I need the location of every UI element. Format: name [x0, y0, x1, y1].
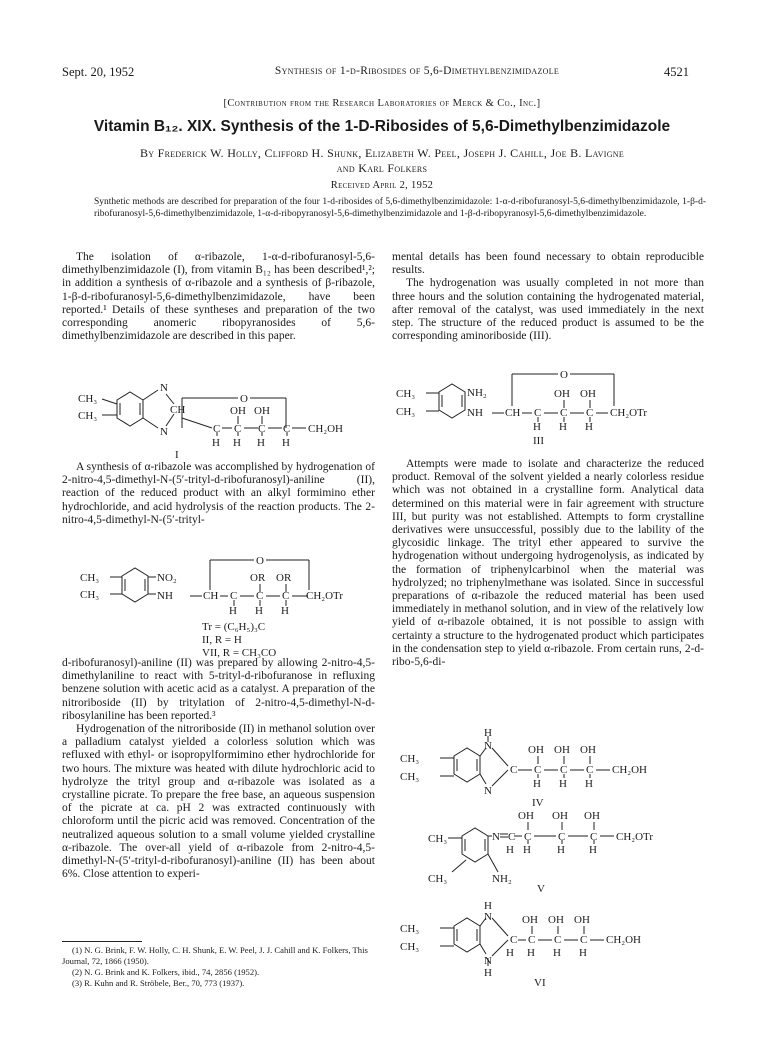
struct-III-h1: H — [533, 421, 541, 433]
struct-VI-c0: C — [510, 934, 518, 946]
struct-III-ch: CH — [505, 407, 521, 419]
struct-VI-ch2oh: CH₂OH — [606, 934, 642, 946]
struct-V-c2: C — [558, 831, 566, 843]
struct-VI-h0: H — [506, 947, 514, 959]
struct-I-n-bottom: N — [160, 426, 168, 438]
struct-II-h2: H — [255, 605, 263, 617]
struct-I-h2: H — [233, 437, 241, 449]
right-paragraph-1: mental details has been found necessary to obtain reproducible results. — [392, 251, 704, 277]
struct-III-ch3-b: CH₃ — [396, 406, 416, 418]
struct-I-oh-a: OH — [230, 405, 246, 417]
struct-III-ch3-a: CH₃ — [396, 388, 416, 400]
struct-IV-h-top: H — [484, 728, 492, 739]
struct-V-oh-c: OH — [584, 810, 600, 822]
struct-IV-c0: C — [510, 764, 518, 776]
struct-V-c0: C — [508, 831, 516, 843]
structure-III — [392, 368, 704, 448]
running-title: Synthesis of 1-d-Ribosides of 5,6-Dimethylbenzimidazole — [274, 65, 560, 77]
struct-I-o: O — [240, 393, 248, 405]
struct-III-oh-a: OH — [554, 388, 570, 400]
struct-I-ch2oh: CH₂OH — [308, 423, 344, 435]
struct-I-label: I — [175, 449, 179, 458]
struct-IV-h3: H — [585, 778, 593, 790]
authors — [60, 146, 704, 176]
struct-I-oh-b: OH — [254, 405, 270, 417]
struct-II-c1: C — [230, 590, 238, 602]
struct-III-nh2: NH₂ — [467, 387, 487, 399]
struct-IV-h1: H — [533, 778, 541, 790]
struct-I-ch: CH — [170, 404, 186, 416]
struct-II-nh: NH — [157, 590, 173, 602]
struct-V-c3: C — [590, 831, 598, 843]
header-date: Sept. 20, 1952 — [62, 65, 135, 79]
structure-VI — [392, 900, 704, 990]
struct-II-o: O — [256, 555, 264, 567]
received-date: Received April 2, 1952 — [330, 180, 434, 191]
struct-III-h3: H — [585, 421, 593, 433]
page-number: 4521 — [664, 65, 689, 79]
struct-IV-oh-c: OH — [580, 744, 596, 756]
left-paragraph-1: The isolation of α-ribazole, 1-α-d-ribofuranosyl-5,6-dimethylbenzimidazole (I), from vitamin B₁₂ has been described¹,²; in addition a synthesis of α-ribazole and a synthesis of β-ribazole, 1-β-d-ribofuranosyl-5,6-dimethylbenzimidazole, have been reported.¹ Details of these syntheses and preparation of the two corresponding anomeric ribopyranosides of 5,6-dimethylbenzimidazole are described in this paper. — [62, 251, 375, 343]
struct-IV-ch3-a: CH₃ — [400, 753, 420, 765]
struct-V-label: V — [537, 883, 545, 895]
struct-VI-n-top: N — [484, 911, 492, 923]
struct-II-ch: CH — [203, 590, 219, 602]
struct-I-c2: C — [234, 423, 242, 435]
structure-V — [392, 810, 704, 898]
right-column-top — [392, 251, 704, 343]
struct-II-or-a: OR — [250, 572, 266, 584]
authors-line-1: By Frederick W. Holly, Clifford H. Shunk, Elizabeth W. Peel, Joseph J. Cahill, Joe B. Lavigne — [139, 146, 625, 160]
struct-VI-oh-a: OH — [522, 914, 538, 926]
struct-VI-c1: C — [528, 934, 536, 946]
struct-V-oh-b: OH — [552, 810, 568, 822]
struct-I-n-top: N — [160, 382, 168, 394]
struct-IV-c1: C — [534, 764, 542, 776]
struct-VI-c3: C — [580, 934, 588, 946]
struct-I-h4: H — [282, 437, 290, 449]
struct-V-h0: H — [506, 844, 514, 856]
struct-IV-ch3-b: CH₃ — [400, 771, 420, 783]
struct-IV-c2: C — [560, 764, 568, 776]
struct-II-c2: C — [256, 590, 264, 602]
struct-IV-c3: C — [586, 764, 594, 776]
footnote-rule — [62, 941, 142, 942]
abstract: Synthetic methods are described for preparation of the four 1-d-ribosides of 5,6-dimethylbenzimidazole: 1-α-d-ribofuranosyl-5,6-dimethylbenzimidazole, 1-β-d-ribofuranosyl-5,6-dimethylbenzimidazole, 1-α-d-ribopyranosyl-5,6-dimethylbenzimidazole and 1-β-d-ribopyranosyl-5,6-dimethylbenzimidazole. — [94, 197, 706, 219]
struct-IV-oh-a: OH — [528, 744, 544, 756]
footnote-2: (2) N. G. Brink and K. Folkers, ibid., 74, 2856 (1952). — [72, 967, 260, 977]
struct-IV-ch2oh: CH₂OH — [612, 764, 648, 776]
struct-III-nh: NH — [467, 407, 483, 419]
left-column-bottom — [62, 657, 375, 881]
struct-III-o: O — [560, 369, 568, 381]
struct-IV-n-top: N — [484, 740, 492, 752]
structure-II — [62, 550, 372, 660]
struct-VI-c2: C — [554, 934, 562, 946]
article-title: Vitamin B₁₂. XIX. Synthesis of the 1-D-Ribosides of 5,6-Dimethylbenzimidazole — [93, 118, 671, 135]
struct-VI-oh-b: OH — [548, 914, 564, 926]
struct-IV-h2: H — [559, 778, 567, 790]
struct-V-ch2otr: CH₂OTr — [616, 831, 654, 843]
struct-II-legend-2: II, R = H — [202, 634, 242, 646]
struct-III-label: III — [533, 435, 544, 447]
right-paragraph-3: Attempts were made to isolate and characterize the reduced product. Removal of the solvent yielded a nearly colorless residue which was not obtained in a crystalline form. Analytical data determined on this material were in fair agreement with structure III, but purity was not established. Attempts to form crystalline derivatives were unsuccessful, possibly due to the lability of the glycosidic linkage. The trityl ether appeared to survive the hydrogenation without undergoing hydrogenolysis, as indicated by the formation of triphenylcarbinol when the material was hydrolyzed; no triphenylmethane was isolated. Since in successful preparations of α-ribazole the reduced material has been used immediately in methanol solution, and in view of the relatively low yield of α-ribazole obtained, it is not possible to assign with certainty a structure to the hydrogenated product which participates in the condensation step to yield α-ribazole. From certain runs, 2-d-ribo-5,6-di- — [392, 458, 704, 669]
struct-I-ch3-a: CH₃ — [78, 393, 98, 405]
struct-II-no2: NO₂ — [157, 572, 177, 584]
struct-V-c1: C — [524, 831, 532, 843]
struct-VI-label: VI — [534, 977, 546, 989]
structure-IV — [392, 728, 704, 810]
struct-II-c3: C — [282, 590, 290, 602]
structure-I — [62, 378, 372, 458]
struct-V-oh-a: OH — [518, 810, 534, 822]
struct-V-n: N — [492, 831, 500, 843]
struct-III-c3: C — [586, 407, 594, 419]
footnotes — [62, 945, 375, 989]
struct-II-ch3-a: CH₃ — [80, 572, 100, 584]
struct-IV-oh-b: OH — [554, 744, 570, 756]
struct-V-h1: H — [523, 844, 531, 856]
struct-VI-h3: H — [579, 947, 587, 959]
right-column-mid — [392, 458, 704, 669]
struct-V-h2: H — [557, 844, 565, 856]
struct-VI-h1: H — [527, 947, 535, 959]
struct-III-oh-b: OH — [580, 388, 596, 400]
struct-VI-ch3-a: CH₃ — [400, 923, 420, 935]
right-paragraph-2: The hydrogenation was usually completed in not more than three hours and the solution containing the hydrogenated material, after removal of the catalyst, was used immediately in the next step. The structure of the reduced product is assumed to be the corresponding aminoriboside (III). — [392, 277, 704, 343]
struct-V-ch3-b: CH₃ — [428, 873, 448, 885]
struct-II-h1: H — [229, 605, 237, 617]
struct-I-h1: H — [212, 437, 220, 449]
struct-I-c1: C — [213, 423, 221, 435]
struct-III-ch2otr: CH₂OTr — [610, 407, 648, 419]
struct-VI-h2: H — [553, 947, 561, 959]
left-paragraph-3: d-ribofuranosyl)-aniline (II) was prepared by allowing 2-nitro-4,5-dimethylaniline to react with 5-trityl-d-ribofuranose in refluxing benzene solution with acetic acid as a catalyst. A preparation of the nitroriboside (II) by tritylation of 2-nitro-4,5-dimethyl-N-d-ribosylaniline has been reported.³ — [62, 657, 375, 722]
struct-II-legend-3: VII, R = CH₃CO — [202, 647, 277, 659]
struct-V-nh2: NH₂ — [492, 873, 512, 885]
struct-III-c1: C — [534, 407, 542, 419]
struct-VI-n-bottom: N — [484, 955, 492, 967]
struct-IV-n-bottom: N — [484, 785, 492, 797]
struct-II-ch2otr: CH₂OTr — [306, 590, 344, 602]
struct-II-legend-1: Tr = (C₆H₅)₃C — [202, 621, 266, 633]
struct-VI-h-bottom: H — [484, 967, 492, 979]
struct-II-ch3-b: CH₃ — [80, 589, 100, 601]
contribution-line: [Contribution from the Research Laboratories of Merck & Co., Inc.] — [223, 98, 541, 109]
struct-II-h3: H — [281, 605, 289, 617]
authors-line-2: and Karl Folkers — [336, 161, 428, 175]
left-paragraph-2: A synthesis of α-ribazole was accomplished by hydrogenation of 2-nitro-4,5-dimethyl-N-(5′-trityl-d-ribofuranosyl)-aniline (II), reaction of the reduced product with an alkyl formimino ether hydrochloride, and acid hydrolysis of the reaction products. The 2-nitro-4,5-dimethyl-N-(5′-trityl- — [62, 461, 375, 526]
struct-V-h3: H — [589, 844, 597, 856]
struct-VI-ch3-b: CH₃ — [400, 941, 420, 953]
struct-VI-h-top: H — [484, 900, 492, 912]
struct-I-c3: C — [258, 423, 266, 435]
footnote-1: (1) N. G. Brink, F. W. Holly, C. H. Shunk, E. W. Peel, J. J. Cahill and K. Folkers, This Journal, 72, 1866 (1950). — [62, 945, 368, 966]
left-column-mid — [62, 461, 375, 527]
struct-I-ch3-b: CH₃ — [78, 410, 98, 422]
struct-II-or-b: OR — [276, 572, 292, 584]
struct-III-c2: C — [560, 407, 568, 419]
struct-I-h3: H — [257, 437, 265, 449]
struct-I-c4: C — [283, 423, 291, 435]
struct-III-h2: H — [559, 421, 567, 433]
left-paragraph-4: Hydrogenation of the nitroriboside (II) in methanol solution over a palladium catalyst yielded a colorless solution which was refluxed with ethyl- or isopropylformimino ether hydrochloride for two hours. The mixture was heated with dilute hydrochloric acid to hydrolyze the trityl group and α-ribazole was isolated as a crystalline picrate. To prepare the free base, an aqueous suspension of the picrate at ca. pH 2 was extracted continuously with chloroform until the picric acid was removed. Concentration of the neutralized aqueous solution to a small volume yielded crystalline α-ribazole. The over-all yield of α-ribazole from 2-nitro-4,5-dimethyl-N-(5′-trityl-d-ribofuranosyl)-aniline (II) has been about 6%. Close attention to experi- — [62, 723, 375, 881]
struct-V-ch3-a: CH₃ — [428, 833, 448, 845]
footnote-3: (3) R. Kuhn and R. Ströbele, Ber., 70, 773 (1937). — [72, 978, 245, 988]
left-column-top — [62, 251, 375, 343]
struct-IV-label: IV — [532, 797, 544, 809]
struct-VI-oh-c: OH — [574, 914, 590, 926]
